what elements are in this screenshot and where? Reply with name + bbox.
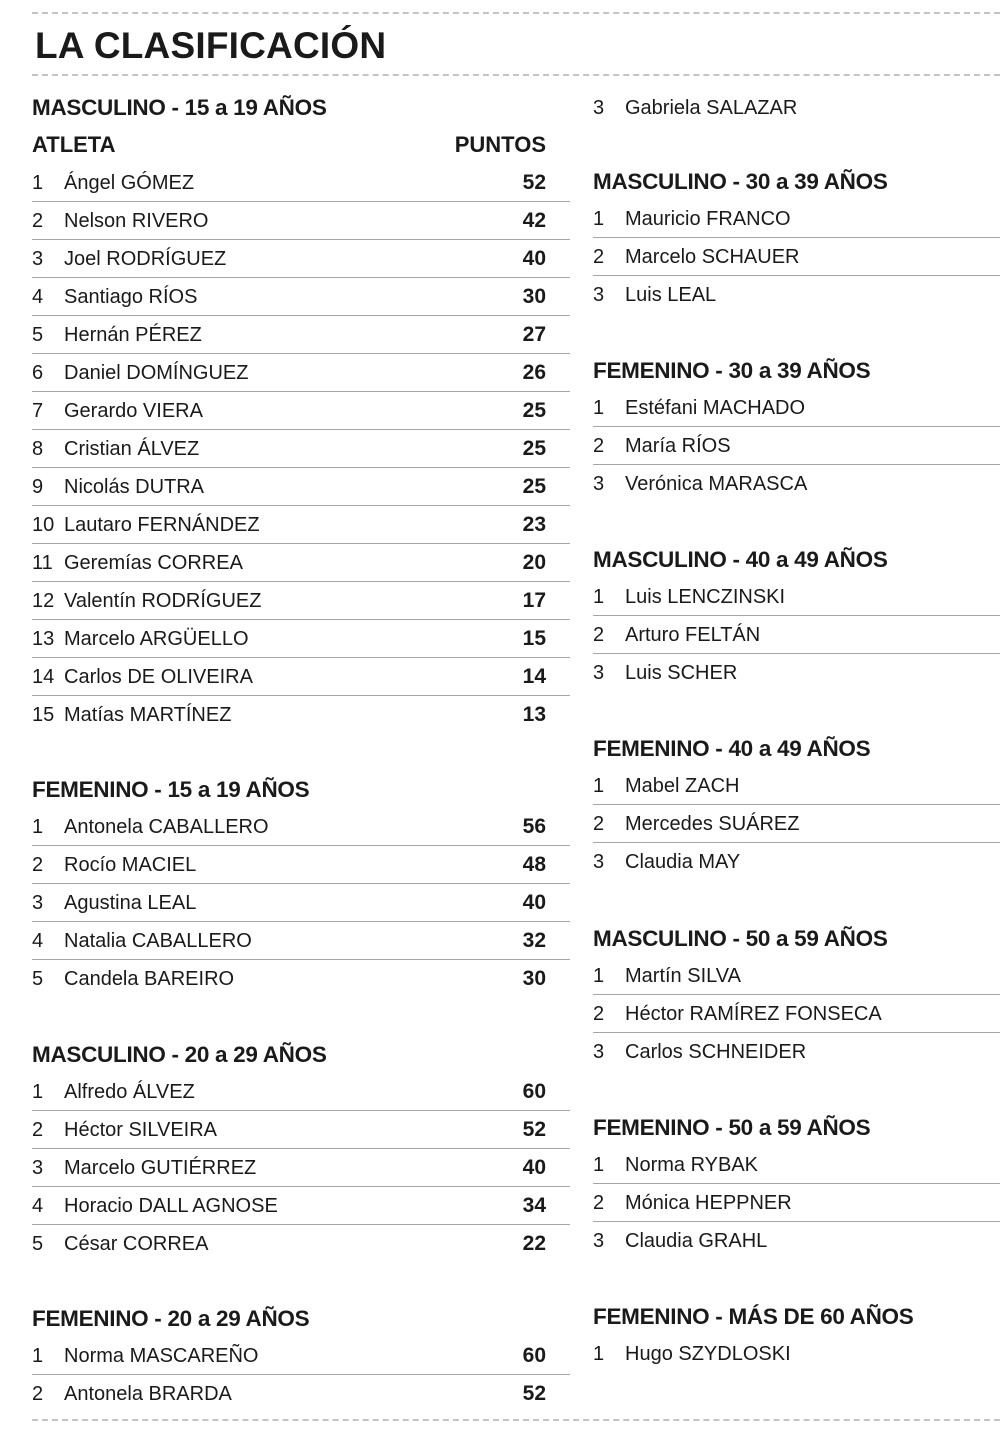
rank: 13 [32,627,55,650]
athlete-name: Agustina LEAL [64,891,197,914]
table-row [593,89,1000,126]
table-row [32,884,570,922]
athlete-name: Horacio DALL AGNOSE [64,1194,278,1217]
athlete-name: Gerardo VIERA [64,399,203,422]
page-title: LA CLASIFICACIÓN [35,25,387,66]
rank: 1 [593,774,605,797]
athlete-name: Arturo FELTÁN [625,623,761,646]
section-title: MASCULINO - 30 a 39 AÑOS [593,169,888,194]
points: 13 [522,702,546,726]
table-row [593,995,1000,1033]
athlete-name: Carlos SCHNEIDER [625,1040,807,1063]
points: 27 [522,322,546,346]
athlete-name: Marcelo SCHAUER [625,245,800,268]
rank: 5 [32,1232,44,1255]
table-row [593,200,1000,238]
points: 30 [522,284,546,308]
section-femenino-15-19 [32,772,570,997]
athlete-name: Héctor RAMÍREZ FONSECA [625,1002,882,1025]
table-row [593,1033,1000,1070]
table-row [32,1375,570,1412]
section-title: FEMENINO - 30 a 39 AÑOS [593,358,871,383]
section-title: FEMENINO - 15 a 19 AÑOS [32,777,310,802]
athlete-name: Ángel GÓMEZ [64,171,195,194]
rank: 2 [593,1191,605,1214]
ranking-list [32,1073,570,1262]
points: 42 [522,208,546,232]
table-row [593,654,1000,691]
section-femenino-60-plus [593,1299,1000,1372]
rank: 2 [32,1382,44,1405]
rank: 7 [32,399,44,422]
rank: 1 [593,1342,605,1365]
points: 60 [522,1343,546,1367]
bottom-divider [32,1419,1000,1421]
rank: 3 [593,850,605,873]
rank: 2 [593,245,605,268]
table-row [32,202,570,240]
section-femenino-40-49 [593,731,1000,880]
athlete-name: Luis LENCZINSKI [625,585,786,608]
ranking-list [593,1335,1000,1372]
points: 40 [522,890,546,914]
rank: 4 [32,285,44,308]
table-row [32,960,570,997]
points: 25 [522,436,546,460]
rank: 4 [32,929,44,952]
rank: 1 [32,815,44,838]
rank: 14 [32,665,55,688]
athlete-name: Antonela BRARDA [64,1382,232,1405]
athlete-name: Lautaro FERNÁNDEZ [64,513,260,536]
athlete-name: Carlos DE OLIVEIRA [64,665,253,688]
section-masculino-15-19 [32,90,570,733]
table-row [32,1111,570,1149]
points: 52 [522,170,546,194]
table-row [593,1184,1000,1222]
points: 40 [522,246,546,270]
rank: 12 [32,589,55,612]
table-row [593,1146,1000,1184]
table-row [593,957,1000,995]
section-femenino-30-39 [593,353,1000,502]
table-row [32,808,570,846]
section-femenino-20-29-continued [593,89,1000,126]
athlete-name: Mabel ZACH [625,774,740,797]
athlete-name: Marcelo GUTIÉRREZ [64,1156,257,1179]
athlete-name: Héctor SILVEIRA [64,1118,218,1141]
top-divider [32,12,1000,14]
ranking-list [32,164,570,733]
title-divider [32,74,1000,76]
athlete-name: Marcelo ARGÜELLO [64,627,249,650]
ranking-list [593,389,1000,502]
table-row [32,392,570,430]
rank: 2 [593,434,605,457]
rank: 2 [32,209,44,232]
ranking-list [593,957,1000,1070]
rank: 8 [32,437,44,460]
points: 23 [522,512,546,536]
table-row [32,316,570,354]
athlete-name: Claudia GRAHL [625,1229,768,1252]
athlete-name: Daniel DOMÍNGUEZ [64,361,249,384]
athlete-name: Natalia CABALLERO [64,929,252,952]
table-row [32,658,570,696]
rank: 3 [593,1040,605,1063]
table-row [32,544,570,582]
rank: 3 [593,96,605,119]
athlete-name: Hernán PÉREZ [64,323,202,346]
ranking-list [32,808,570,997]
table-row [593,1222,1000,1259]
athlete-name: Geremías CORREA [64,551,243,574]
rank: 15 [32,703,55,726]
rank: 2 [593,623,605,646]
athlete-name: César CORREA [64,1232,209,1255]
rank: 2 [593,812,605,835]
rank: 2 [593,1002,605,1025]
points: 22 [522,1231,546,1255]
rank: 9 [32,475,44,498]
athlete-name: Claudia MAY [625,850,741,873]
rank: 11 [32,551,53,574]
section-femenino-50-59 [593,1110,1000,1259]
athlete-name: Verónica MARASCA [625,472,808,495]
rank: 3 [593,1229,605,1252]
rank: 6 [32,361,44,384]
section-title: MASCULINO - 40 a 49 AÑOS [593,547,888,572]
athlete-name: Valentín RODRÍGUEZ [64,589,262,612]
section-title: FEMENINO - 20 a 29 AÑOS [32,1306,310,1331]
ranking-list [593,89,1000,126]
points: 20 [522,550,546,574]
column-header [32,126,570,164]
rank: 3 [32,891,44,914]
rank: 4 [32,1194,44,1217]
points: 52 [522,1381,546,1405]
athlete-name: Hugo SZYDLOSKI [625,1342,791,1365]
athlete-header: ATLETA [32,132,116,157]
section-title: MASCULINO - 15 a 19 AÑOS [32,95,327,120]
athlete-name: Estéfani MACHADO [625,396,806,419]
table-row [593,805,1000,843]
points-header: PUNTOS [454,132,546,157]
table-row [32,354,570,392]
rank: 1 [32,171,44,194]
athlete-name: Alfredo ÁLVEZ [64,1080,195,1103]
ranking-list [32,1337,570,1412]
rank: 3 [593,472,605,495]
athlete-name: Joel RODRÍGUEZ [64,247,227,270]
section-title: MASCULINO - 20 a 29 AÑOS [32,1042,327,1067]
section-title: FEMENINO - 50 a 59 AÑOS [593,1115,871,1140]
rank: 3 [32,247,44,270]
rank: 1 [32,1344,44,1367]
table-row [593,276,1000,313]
points: 60 [522,1079,546,1103]
athlete-name: Norma RYBAK [625,1153,759,1176]
section-title: FEMENINO - MÁS DE 60 AÑOS [593,1304,914,1329]
athlete-name: Matías MARTÍNEZ [64,703,232,726]
table-row [32,696,570,733]
rank: 5 [32,967,44,990]
table-row [593,1335,1000,1372]
table-row [32,278,570,316]
points: 26 [522,360,546,384]
table-row [593,578,1000,616]
section-masculino-20-29 [32,1037,570,1262]
athlete-name: Norma MASCAREÑO [64,1344,259,1367]
table-row [32,430,570,468]
athlete-name: Candela BAREIRO [64,967,235,990]
athlete-name: Gabriela SALAZAR [625,96,798,119]
athlete-name: Martín SILVA [625,964,741,987]
table-row [593,767,1000,805]
table-row [32,1337,570,1375]
rank: 5 [32,323,44,346]
rank: 3 [593,283,605,306]
section-femenino-20-29 [32,1301,570,1412]
points: 14 [522,664,546,688]
rank: 1 [32,1080,44,1103]
athlete-name: María RÍOS [625,434,731,457]
rank: 2 [32,853,44,876]
table-row [32,164,570,202]
athlete-name: Mauricio FRANCO [625,207,791,230]
rank: 3 [32,1156,44,1179]
table-row [32,582,570,620]
rank: 2 [32,1118,44,1141]
table-row [32,922,570,960]
table-row [593,238,1000,276]
athlete-name: Antonela CABALLERO [64,815,269,838]
athlete-name: Luis SCHER [625,661,738,684]
section-title: FEMENINO - 40 a 49 AÑOS [593,736,871,761]
points: 25 [522,474,546,498]
section-masculino-40-49 [593,542,1000,691]
athlete-name: Rocío MACIEL [64,853,197,876]
points: 40 [522,1155,546,1179]
rank: 1 [593,964,605,987]
section-title: MASCULINO - 50 a 59 AÑOS [593,926,888,951]
section-masculino-50-59 [593,921,1000,1070]
ranking-list [593,1146,1000,1259]
points: 17 [522,588,546,612]
points: 25 [522,398,546,422]
rank: 1 [593,1153,605,1176]
rank: 3 [593,661,605,684]
table-row [32,506,570,544]
ranking-list [593,578,1000,691]
athlete-name: Mónica HEPPNER [625,1191,792,1214]
ranking-list [593,200,1000,313]
table-row [593,427,1000,465]
table-row [593,465,1000,502]
ranking-list [593,767,1000,880]
table-row [32,620,570,658]
points: 34 [522,1193,546,1217]
athlete-name: Luis LEAL [625,283,717,306]
table-row [32,240,570,278]
section-masculino-30-39 [593,164,1000,313]
rank: 1 [593,207,605,230]
athlete-name: Nelson RIVERO [64,209,209,232]
rank: 10 [32,513,55,536]
table-row [32,1149,570,1187]
athlete-name: Santiago RÍOS [64,285,198,308]
points: 52 [522,1117,546,1141]
rank: 1 [593,585,605,608]
points: 56 [522,814,546,838]
athlete-name: Cristian ÁLVEZ [64,437,200,460]
table-row [32,1187,570,1225]
points: 15 [522,626,546,650]
table-row [32,468,570,506]
table-row [32,846,570,884]
points: 30 [522,966,546,990]
table-row [593,389,1000,427]
table-row [32,1225,570,1262]
table-row [593,843,1000,880]
points: 32 [522,928,546,952]
points: 48 [522,852,546,876]
athlete-name: Mercedes SUÁREZ [625,812,800,835]
table-row [32,1073,570,1111]
table-row [593,616,1000,654]
athlete-name: Nicolás DUTRA [64,475,205,498]
rank: 1 [593,396,605,419]
